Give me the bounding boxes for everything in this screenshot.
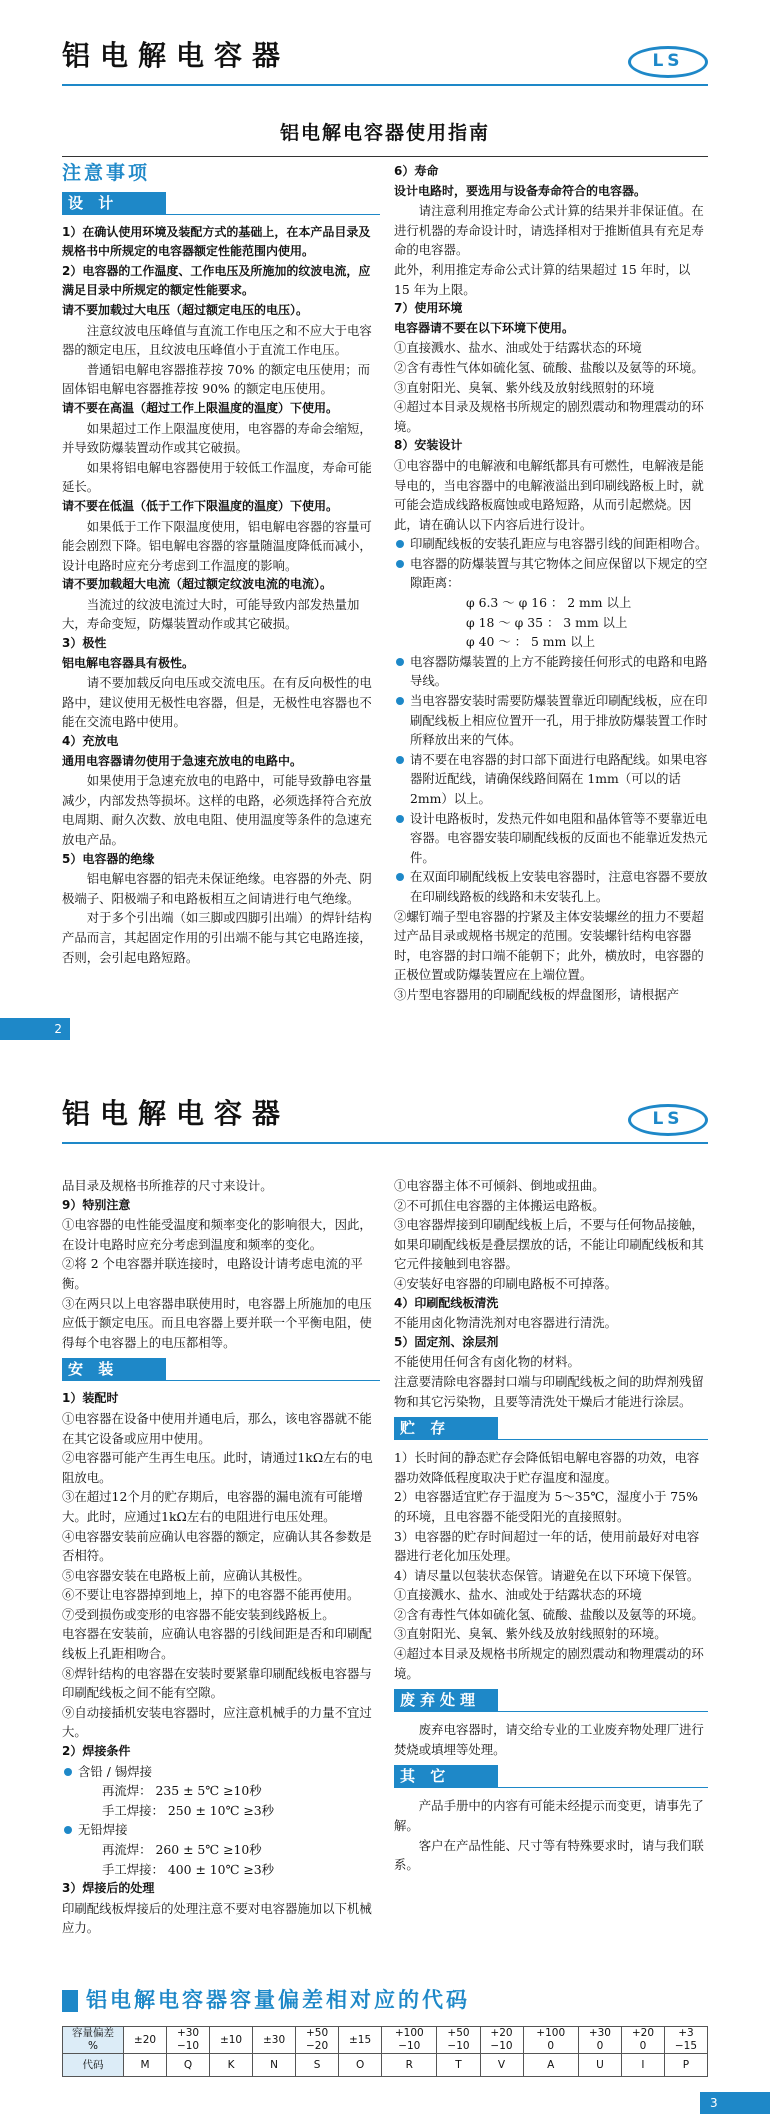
storage-content <box>394 1448 708 1683</box>
paragraph: 铝电解电容器的铝壳未保证绝缘。电容器的外壳、阴极端子、阳极端子和电路板相互之间请进行电气绝缘。 <box>62 871 372 906</box>
paragraph: 电容器在安装前，应确认电容器的引线间距是否和印刷配线板上孔距相吻合。 <box>62 1626 372 1662</box>
disposal-tag: 废弃处理 <box>394 1689 498 1711</box>
paragraph: 在双面印刷配线板上安装电容器时，注意电容器不要放在印刷线路板的线路和未安装孔上。 <box>394 867 708 906</box>
tolerance-cell: ±15 <box>339 2027 382 2054</box>
page-number-2: 2 <box>0 1018 70 1040</box>
paragraph: 1）长时间的静态贮存会降低铝电解电容器的功效，电容器功效降低程度取决于贮存温度和湿度。 <box>394 1450 700 1485</box>
guide-title: 铝电解电容器使用指南 <box>279 122 490 144</box>
tolerance-cell: +50 −10 <box>437 2027 480 2054</box>
tolerance-cell: +20 −10 <box>480 2027 523 2054</box>
subheading: 3）焊接后的处理 <box>62 1881 155 1896</box>
code-cell: A <box>523 2054 578 2077</box>
page3-right-column <box>394 1176 708 1875</box>
paragraph: 印刷配线板焊接后的处理注意不要对电容器施加以下机械应力。 <box>62 1900 372 1936</box>
paragraph: ③在超过12个月的贮存期后，电容器的漏电流有可能增大。此时，应通过1kΩ左右的电阻进行电压处理。 <box>62 1489 363 1524</box>
subheading: 5）固定剂、涂层剂 <box>394 1334 499 1349</box>
subheading: 请不要在高温（超过工作上限温度的温度）下使用。 <box>62 400 339 415</box>
paragraph: ③直射阳光、臭氧、紫外线及放射线照射的环境 <box>394 379 655 395</box>
code-header-cell: 代码 <box>63 2054 124 2077</box>
tolerance-cell: +30 0 <box>578 2027 621 2054</box>
subheading: 请不要加载超大电流（超过额定纹波电流的电流）。 <box>62 577 333 592</box>
paragraph: ②螺钉端子型电容器的拧紧及主体安装螺丝的扭力不要超过产品目录或规格书规定的范围。安装螺针结构电容器时，电容器的封口端不能朝下；此外，横放时，电容器的正极位置或防爆装置应在上端位置。 <box>394 908 704 983</box>
paragraph: 当电容器安装时需要防爆装置靠近印刷配线板，应在印刷配线板上相应位置开一孔，用于排放防爆装置工作时所释放出来的气体。 <box>394 691 708 750</box>
paragraph: φ 18 ～ φ 35 ： 3 mm 以上 <box>466 614 628 630</box>
other-tag-bar <box>394 1765 708 1788</box>
tolerance-cell: +20 0 <box>621 2027 664 2054</box>
tolerance-header-cell: 容量偏差 % <box>63 2027 124 2054</box>
paragraph: 不能用卤化物清洗剂对电容器进行清洗。 <box>394 1315 618 1331</box>
install-content <box>62 1389 380 1938</box>
ls-logo: LS <box>628 1104 708 1136</box>
guide-divider <box>62 156 708 157</box>
subheading: 4）印刷配线板清洗 <box>394 1295 499 1310</box>
storage-tag: 贮 存 <box>394 1417 498 1439</box>
header-divider <box>62 1142 708 1144</box>
paragraph: 手工焊接： 400 ± 10℃ ≥3秒 <box>102 1861 275 1877</box>
subheading: 8）安装设计 <box>394 438 463 453</box>
page2-left-column <box>62 162 380 967</box>
code-cell: T <box>437 2054 480 2077</box>
code-cell: M <box>124 2054 167 2077</box>
install-content-cont <box>394 1176 708 1411</box>
paragraph: 此外，利用推定寿命公式计算的结果超过 15 年时，以 15 年为上限。 <box>394 261 691 297</box>
paragraph: 产品手册中的内容有可能未经提示而变更，请事先了解。 <box>394 1798 704 1834</box>
paragraph: ⑦受到损伤或变形的电容器不能安装到线路板上。 <box>62 1606 335 1622</box>
tolerance-cell: +30 −10 <box>167 2027 210 2054</box>
paragraph: φ 6.3 ～ φ 16 ： 2 mm 以上 <box>466 595 632 611</box>
paragraph: ①直接溅水、盐水、油或处于结露状态的环境 <box>394 340 642 356</box>
tolerance-cell: ±10 <box>210 2027 253 2054</box>
disposal-content <box>394 1720 708 1759</box>
code-cell: Q <box>167 2054 210 2077</box>
code-cell: R <box>382 2054 437 2077</box>
tolerance-table-title <box>62 1990 470 2012</box>
other-tag: 其 它 <box>394 1765 498 1787</box>
subheading: 6）寿命 <box>394 164 439 178</box>
paragraph: 印刷配线板的安装孔距应与电容器引线的间距相吻合。 <box>394 534 708 554</box>
paragraph: ①直接溅水、盐水、油或处于结露状态的环境 <box>394 1587 642 1603</box>
paragraph: 请注意利用推定寿命公式计算的结果并非保证值。在进行机器的寿命设计时，请选择相对于推断值具有充足寿命的电容器。 <box>394 203 704 258</box>
header-divider <box>62 84 708 86</box>
code-row <box>63 2054 708 2077</box>
subheading: 电容器请不要在以下环境下使用。 <box>394 320 575 335</box>
paragraph: 普通铝电解电容器推荐按 70% 的额定电压使用；而固体铝电解电容器推荐按 90% 的额定电压使用。 <box>62 361 371 397</box>
paragraph: 注意纹波电压峰值与直流工作电压之和不应大于电容器的额定电压，且纹波电压峰值小于直流工作电压。 <box>62 322 372 358</box>
other-content <box>394 1796 708 1874</box>
code-cell: S <box>296 2054 339 2077</box>
tolerance-cell: ±30 <box>253 2027 296 2054</box>
subheading: 2）电容器的工作温度、工作电压及所施加的纹波电流，应满足目录中所规定的额定性能要求。 <box>62 263 371 298</box>
paragraph: ②电容器可能产生再生电压。此时，请通过1kΩ左右的电阻放电。 <box>62 1450 373 1485</box>
paragraph: 注意要清除电容器封口端与印刷配线板之间的助焊剂残留物和其它污染物，且要等清洗处干燥后才能进行涂层。 <box>394 1373 704 1409</box>
paragraph: 电容器防爆装置的上方不能跨接任何形式的电路和电路导线。 <box>394 652 708 691</box>
paragraph: 品目录及规格书所推荐的尺寸来设计。 <box>62 1178 273 1193</box>
subheading: 铝电解电容器具有极性。 <box>62 655 195 670</box>
paragraph: φ 40 ～ ： 5 mm 以上 <box>466 634 596 650</box>
paragraph: 废弃电容器时，请交给专业的工业废弃物处理厂进行焚烧或填埋等处理。 <box>394 1722 704 1757</box>
subheading: 3）极性 <box>62 636 107 651</box>
paragraph: ④超过本目录及规格书所规定的剧烈震动和物理震动的环境。 <box>394 1646 704 1681</box>
subheading: 1）装配时 <box>62 1391 119 1406</box>
special-notes <box>62 1176 380 1352</box>
paragraph: ③电容器焊接到印刷配线板上后，不要与任何物品接触，如果印刷配线板是叠层摆放的话，不能让印刷配线板和其它元件接触到电容器。 <box>394 1217 704 1272</box>
storage-tag-bar <box>394 1417 708 1440</box>
paragraph: 再流焊： 235 ± 5℃ ≥10秒 <box>102 1783 262 1799</box>
page2-right-column <box>394 162 708 1005</box>
page3-left-column <box>62 1176 380 1938</box>
ls-logo: LS <box>628 46 708 78</box>
paragraph: 无铅焊接 <box>62 1820 380 1840</box>
subheading: 9）特别注意 <box>62 1197 131 1212</box>
paragraph: ⑥不要让电容器掉到地上，掉下的电容器不能再使用。 <box>62 1587 360 1603</box>
paragraph: ③在两只以上电容器串联使用时，电容器上所施加的电压应低于额定电压。而且电容器上要并联一个平衡电阻，使得每个电容器上的电压都相等。 <box>62 1295 372 1350</box>
paragraph: 请不要在电容器的封口部下面进行电路配线。如果电容器附近配线，请确保线路间隔在 1mm（可以的话 2mm）以上。 <box>394 750 708 809</box>
paragraph: 如果使用于急速充放电的电路中，可能导致静电容量减少，内部发热等损坏。这样的电路，必须选择符合充放电周期、耐久次数、放电电阻、使用温度等条件的急速充放电产品。 <box>62 773 372 847</box>
install-tag: 安 装 <box>62 1358 166 1380</box>
subheading: 5）电容器的绝缘 <box>62 851 155 866</box>
paragraph: 如果超过工作上限温度使用，电容器的寿命会缩短，并导致防爆装置动作或其它破损。 <box>62 420 372 456</box>
page-2 <box>0 0 770 1040</box>
paragraph: ①电容器的电性能受温度和频率变化的影响很大，因此，在设计电路时应充分考虑到温度和频率的变化。 <box>62 1217 372 1252</box>
paragraph: ①电容器中的电解液和电解纸都具有可燃性，电解液是能导电的，当电容器中的电解液溢出到印刷线路板上时，就可能会造成线路板腐蚀或电路短路，从而引起燃烧。因此，请在确认以下内容后进行设计。 <box>394 457 704 532</box>
paragraph: 含铅 / 锡焊接 <box>62 1762 380 1782</box>
code-cell: V <box>480 2054 523 2077</box>
paragraph: 如果将铝电解电容器使用于较低工作温度，寿命可能延长。 <box>62 459 372 495</box>
paragraph: ④电容器安装前应确认电容器的额定，应确认其各参数是否相符。 <box>62 1528 372 1564</box>
tolerance-table-title-text: 铝电解电容器容量偏差相对应的代码 <box>86 1988 470 2013</box>
code-cell: O <box>339 2054 382 2077</box>
paragraph: ④超过本目录及规格书所规定的剧烈震动和物理震动的环境。 <box>394 399 704 434</box>
tolerance-cell: +100 0 <box>523 2027 578 2054</box>
paragraph: ①电容器主体不可倾斜、倒地或扭曲。 <box>394 1178 605 1193</box>
paragraph: 对于多个引出端（如三脚或四脚引出端）的焊针结构产品而言，其起固定作用的引出端不能与其它电路连接，否则，会引起电路短路。 <box>62 910 372 965</box>
paragraph: ①电容器在设备中使用并通电后，那么，该电容器就不能在其它设备或应用中使用。 <box>62 1410 372 1446</box>
subheading: 请不要加载过大电压（超过额定电压的电压）。 <box>62 302 309 317</box>
paragraph: ③片型电容器用的印刷配线板的焊盘图形，请根据产 <box>394 986 679 1002</box>
design-content-cont <box>394 162 708 1005</box>
paragraph: 设计电路板时，发热元件如电阻和晶体管等不要靠近电容器。电容器安装印刷配线板的反面也不能靠近发热元件。 <box>394 809 708 868</box>
paragraph: 再流焊： 260 ± 5℃ ≥10秒 <box>102 1842 262 1857</box>
page-number-3: 3 <box>700 2092 770 2114</box>
code-cell: P <box>664 2054 707 2077</box>
tolerance-cell: ±20 <box>124 2027 167 2054</box>
page-header-title: 铝电解电容器 <box>62 39 291 72</box>
code-cell: N <box>253 2054 296 2077</box>
page-header-title: 铝电解电容器 <box>62 1097 291 1130</box>
paragraph: 请不要加载反向电压或交流电压。在有反向极性的电路中，建议使用无极性电容器，但是，无极性电容器也不能在交流电路中使用。 <box>62 675 372 730</box>
paragraph: 2）电容器适宜贮存于温度为 5～35℃，湿度小于 75% 的环境，且电容器不能受阳光的直接照射。 <box>394 1489 698 1524</box>
subheading: 4）充放电 <box>62 734 119 749</box>
subheading: 7）使用环境 <box>394 301 463 316</box>
tolerance-cell: +50 −20 <box>296 2027 339 2054</box>
paragraph: 当流过的纹波电流过大时，可能导致内部发热量加大，寿命变短，防爆装置动作或其它破损。 <box>62 596 360 632</box>
paragraph: ②将 2 个电容器并联连接时，电路设计请考虑电流的平衡。 <box>62 1256 363 1291</box>
paragraph: ③直射阳光、臭氧、紫外线及放射线照射的环境。 <box>394 1626 667 1642</box>
subheading: 设计电路时，要选用与设备寿命符合的电容器。 <box>394 183 647 198</box>
design-content <box>62 223 380 968</box>
subheading: 请不要在低温（低于工作下限温度的温度）下使用。 <box>62 498 339 513</box>
paragraph: ⑧焊针结构的电容器在安装时要紧靠印刷配线板电容器与印刷配线板之间不能有空隙。 <box>62 1665 372 1701</box>
code-cell: K <box>210 2054 253 2077</box>
tolerance-row <box>63 2027 708 2054</box>
tolerance-cell: +100 −10 <box>382 2027 437 2054</box>
paragraph: 电容器的防爆装置与其它物体之间应保留以下规定的空隙距离： <box>394 554 708 593</box>
disposal-tag-bar <box>394 1689 708 1712</box>
tolerance-code-table <box>62 2026 708 2077</box>
design-tag: 设 计 <box>62 192 166 214</box>
paragraph: 如果低于工作下限温度使用，铝电解电容器的容量可能会剧烈下降。铝电解电容器的容量随温度降低而减小，设计电路时应充分考虑到工作温度的影响。 <box>62 518 372 573</box>
paragraph: 手工焊接： 250 ± 10℃ ≥3秒 <box>102 1802 275 1818</box>
paragraph: ④安装好电容器的印刷电路板不可掉落。 <box>394 1275 618 1291</box>
paragraph: ②含有毒性气体如硫化氢、硫酸、盐酸以及氨等的环境。 <box>394 1606 704 1622</box>
subheading: 通用电容器请勿使用于急速充放电的电路中。 <box>62 753 303 768</box>
paragraph: ②含有毒性气体如硫化氢、硫酸、盐酸以及氨等的环境。 <box>394 359 704 375</box>
notice-heading: 注意事项 <box>62 162 151 184</box>
install-tag-bar <box>62 1358 380 1381</box>
paragraph: ⑨自动接插机安装电容器时，应注意机械手的力量不宜过大。 <box>62 1704 372 1740</box>
subheading: 2）焊接条件 <box>62 1744 131 1759</box>
page-3 <box>0 1058 770 2114</box>
code-cell: U <box>578 2054 621 2077</box>
paragraph: 4）请尽量以包装状态保管。请避免在以下环境下保管。 <box>394 1567 700 1583</box>
title-square-icon <box>62 1990 78 2012</box>
paragraph: 不能使用任何含有卤化物的材料。 <box>394 1354 580 1370</box>
design-tag-bar <box>62 192 380 215</box>
paragraph: ②不可抓住电容器的主体搬运电路板。 <box>394 1197 605 1213</box>
subheading: 1）在确认使用环境及装配方式的基础上，在本产品目录及规格书中所规定的电容器额定性能范围内使用。 <box>62 224 371 259</box>
paragraph: 3）电容器的贮存时间超过一年的话，使用前最好对电容器进行老化加压处理。 <box>394 1528 700 1564</box>
paragraph: 客户在产品性能、尺寸等有特殊要求时，请与我们联系。 <box>394 1837 704 1873</box>
code-cell: I <box>621 2054 664 2077</box>
paragraph: ⑤电容器安装在电路板上前，应确认其极性。 <box>62 1567 310 1583</box>
tolerance-cell: +3 −15 <box>664 2027 707 2054</box>
